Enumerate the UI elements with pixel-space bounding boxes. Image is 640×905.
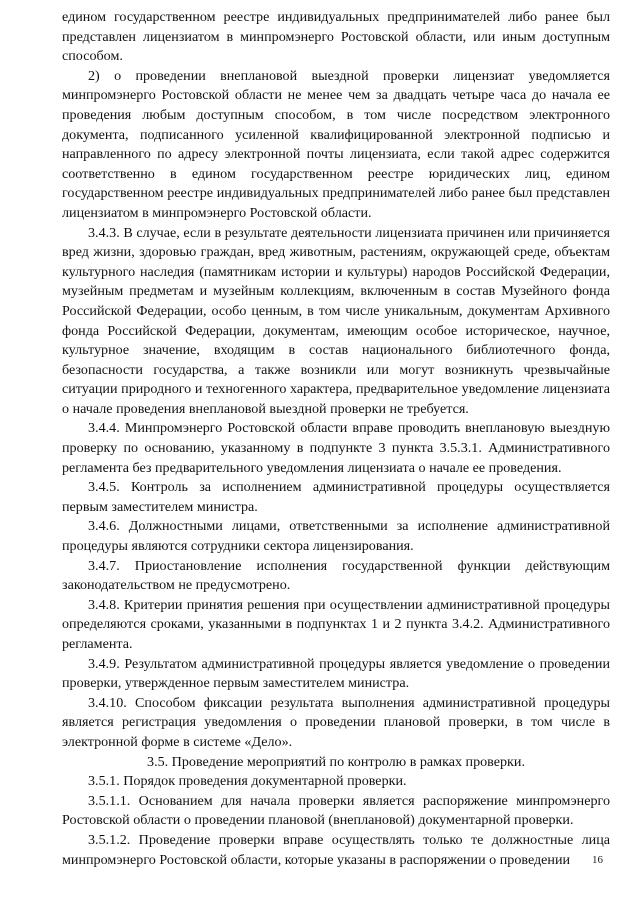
paragraph-3-5-1: 3.5.1. Порядок проведения документарной проверки.	[88, 773, 407, 790]
paragraph-3-5-1-2: 3.5.1.2. Проведение проверки вправе осуществлять только те должностные лица минпромэнерго Ростовской области, которые указаны в распоряжении о проведении	[62, 831, 610, 868]
paragraph-3-4-9: 3.4.9. Результатом административной процедуры является уведомление о проведении проверки, утвержденное первым заместителем министра.	[62, 655, 610, 692]
paragraph-3-4-7: 3.4.7. Приостановление исполнения государственной функции действующим законодательством не предусмотрено.	[62, 557, 610, 594]
paragraph-item-2: 2) о проведении внеплановой выездной проверки лицензиат уведомляется минпромэнерго Ростовской области не менее чем за двадцать четыре часа до начала ее проведения любым доступным способом, в том числе посредством электронного документа, подписанного усиленной квалифицированной электронной подписью и направленного по адресу электронной почты лицензиата, если такой адрес содержится соответственно в едином государственном реестре юридических лиц, едином государственном реестре индивидуальных предпринимателей либо ранее был представлен лицензиатом в минпромэнерго Ростовской области.	[62, 67, 610, 221]
paragraph-continuation: едином государственном реестре индивидуальных предпринимателей либо ранее был представлен лицензиатом в минпромэнерго Ростовской области, или иным доступным способом.	[62, 9, 610, 65]
paragraph-3-4-5: 3.4.5. Контроль за исполнением административной процедуры осуществляется первым заместителем министра.	[62, 479, 610, 515]
paragraph-3-4-4: 3.4.4. Минпромэнерго Ростовской области вправе проводить внеплановую выездную проверку по основанию, указанному в подпункте 3 пункта 3.5.3.1. Административного регламента без предварительного уведомления лицензиата о начале ее проведения.	[62, 420, 610, 476]
paragraph-3-5-1-1: 3.5.1.1. Основанием для начала проверки является распоряжение минпромэнерго Ростовской области о проведении плановой (внеплановой) документарной проверки.	[62, 792, 610, 829]
paragraph-3-4-8: 3.4.8. Критерии принятия решения при осуществлении административной процедуры определяются сроками, указанными в подпунктах 1 и 2 пункта 3.4.2. Административного регламента.	[62, 596, 610, 652]
paragraph-3-4-10: 3.4.10. Способом фиксации результата выполнения административной процедуры является регистрация уведомления о проведении плановой проверки, в том числе в электронной форме в системе «Дело».	[62, 694, 610, 750]
section-heading-3-5: 3.5. Проведение мероприятий по контролю в рамках проверки.	[147, 753, 525, 770]
paragraph-3-4-6: 3.4.6. Должностными лицами, ответственными за исполнение административной процедуры являются сотрудники сектора лицензирования.	[62, 518, 610, 555]
document-body	[62, 8, 610, 870]
paragraph-3-4-3: 3.4.3. В случае, если в результате деятельности лицензиата причинен или причиняется вред жизни, здоровью граждан, вред животным, растениям, окружающей среде, объектам культурного наследия (памятникам истории и культуры) народов Российской Федерации, музейным предметам и музейным коллекциям, включенным в состав Музейного фонда Российской Федерации, особо ценным, в том числе уникальным, документам Архивного фонда Российской Федерации, документам, имеющим особое историческое, научное, культурное значение, входящим в состав национального библиотечного фонда, безопасности государства, а также возникли или могут возникнуть чрезвычайные ситуации природного и техногенного характера, предварительное уведомление лицензиата о начале проведения внеплановой выездной проверки не требуется.	[62, 224, 610, 417]
page-number: 16	[592, 854, 603, 866]
